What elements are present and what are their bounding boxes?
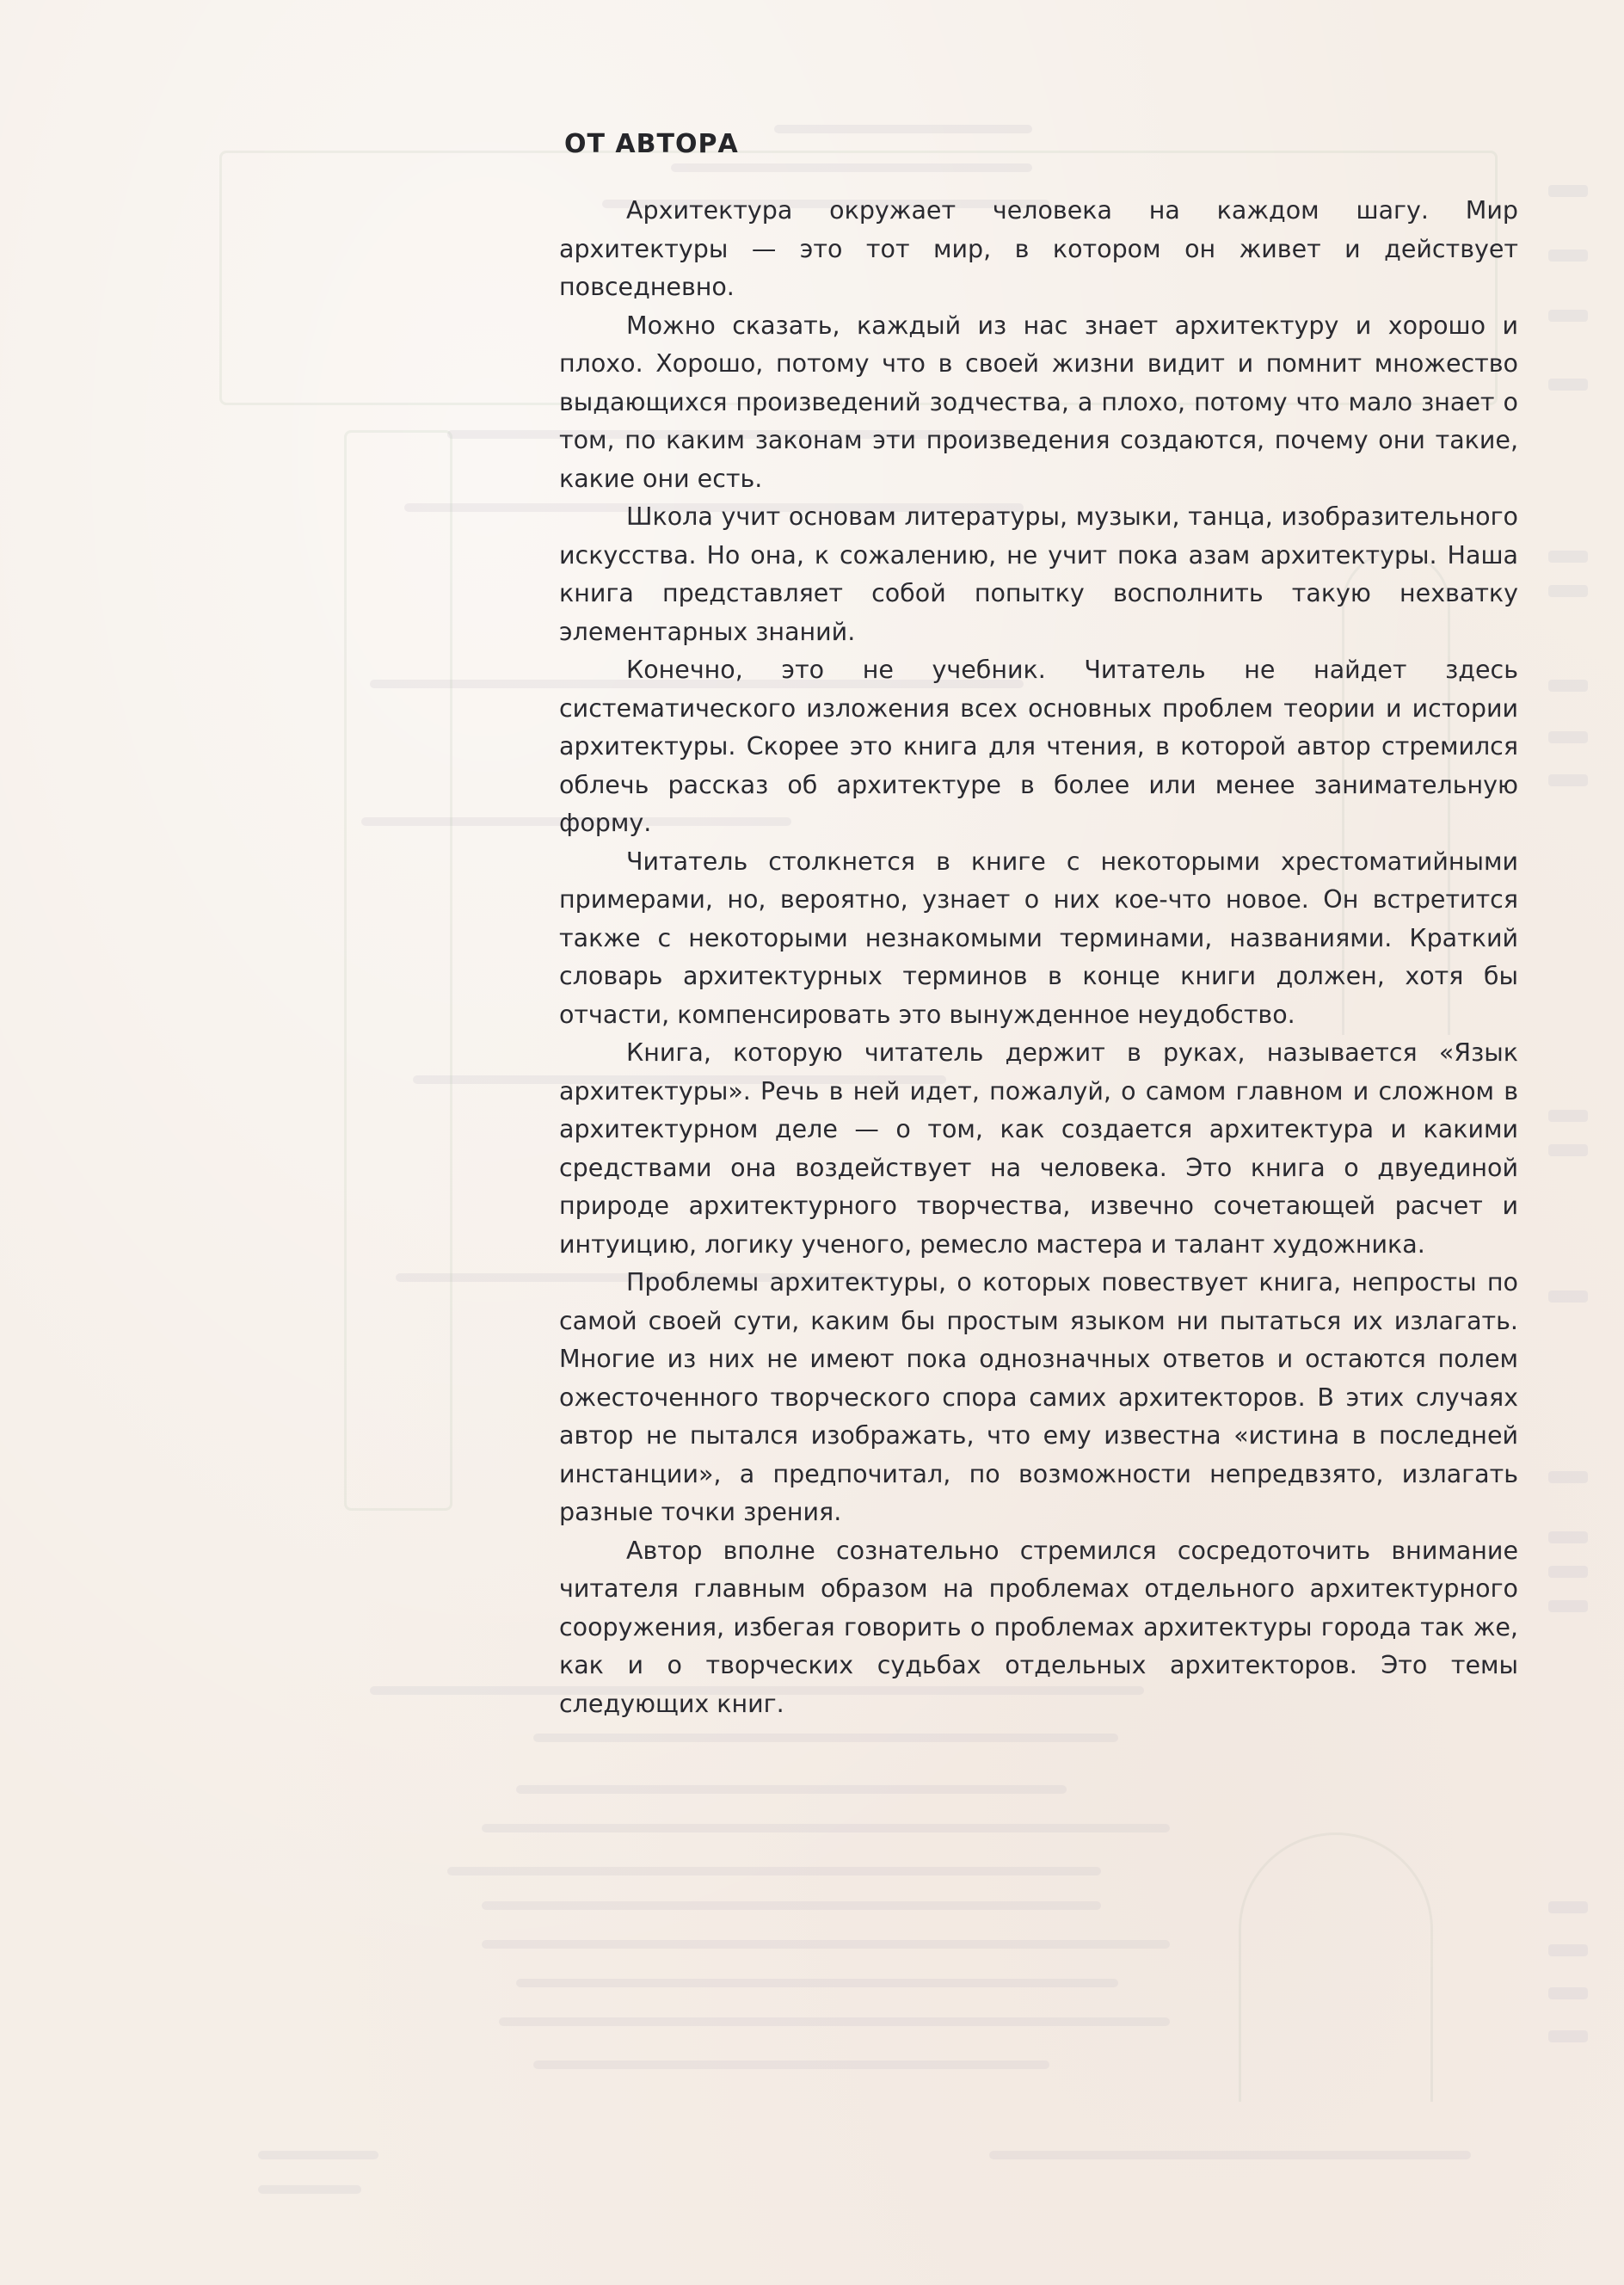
paragraph: Можно сказать, каждый из нас знает архитектуру и хорошо и плохо. Хорошо, потому что в своей жизни видит и помнит множество выдающихся произведений зодчества, а плохо, потому что мало знает о том, по каким законам эти произведения создаются, почему они такие, какие они есть. — [559, 311, 1518, 493]
paragraph: Конечно, это не учебник. Читатель не найдет здесь систематического изложения всех основных проблем теории и истории архитектуры. Скорее это книга для чтения, в которой автор стремился облечь рассказ об архитектуре в более или менее занимательную форму. — [559, 656, 1518, 837]
paragraph: Читатель столкнется в книге с некоторыми хрестоматийными примерами, но, вероятно, узнает о них кое-что новое. Он встретится также с некоторыми незнакомыми терминами, названиями. Краткий словарь архитектурных терминов в конце книги должен, хотя бы отчасти, компенсировать это вынужденное неудобство. — [559, 847, 1518, 1029]
paragraph: Проблемы архитектуры, о которых повествует книга, непросты по самой своей сути, каким бы простым языком ни пытаться их излагать. Многие из них не имеют пока однозначных ответов и остаются полем ожесточенного творческого спора самих архитекторов. В этих случаях автор не пытался изображать, что ему известна «истина в последней инстанции», а предпочитал, по возможности непредвзято, излагать разные точки зрения. — [559, 1268, 1518, 1526]
paragraph: Книга, которую читатель держит в руках, называется «Язык архитектуры». Речь в ней идет, пожалуй, о самом главном и сложном в архитектурном деле — о том, как создается архитектура и какими средствами она воздействует на человека. Это книга о двуединой природе архитектурного творчества, извечно сочетающей расчет и интуицию, логику ученого, ремесло мастера и талант художника. — [559, 1038, 1518, 1259]
section-heading: ОТ АВТОРА — [564, 129, 739, 159]
paragraph: Автор вполне сознательно стремился сосредоточить внимание читателя главным образом на проблемах отдельного архитектурного сооружения, избегая говорить о проблемах архитектуры города так же, как и о творческих судьбах отдельных архитекторов. Это темы следующих книг. — [559, 1536, 1518, 1718]
foreword-section — [559, 129, 1518, 1723]
paragraph: Школа учит основам литературы, музыки, танца, изобразительного искусства. Но она, к сожалению, не учит пока азам архитектуры. Наша книга представляет собой попытку восполнить такую нехватку элементарных знаний. — [559, 502, 1518, 646]
paragraph: Архитектура окружает человека на каждом шагу. Мир архитектуры — это тот мир, в котором он живет и действует повседневно. — [559, 196, 1518, 301]
